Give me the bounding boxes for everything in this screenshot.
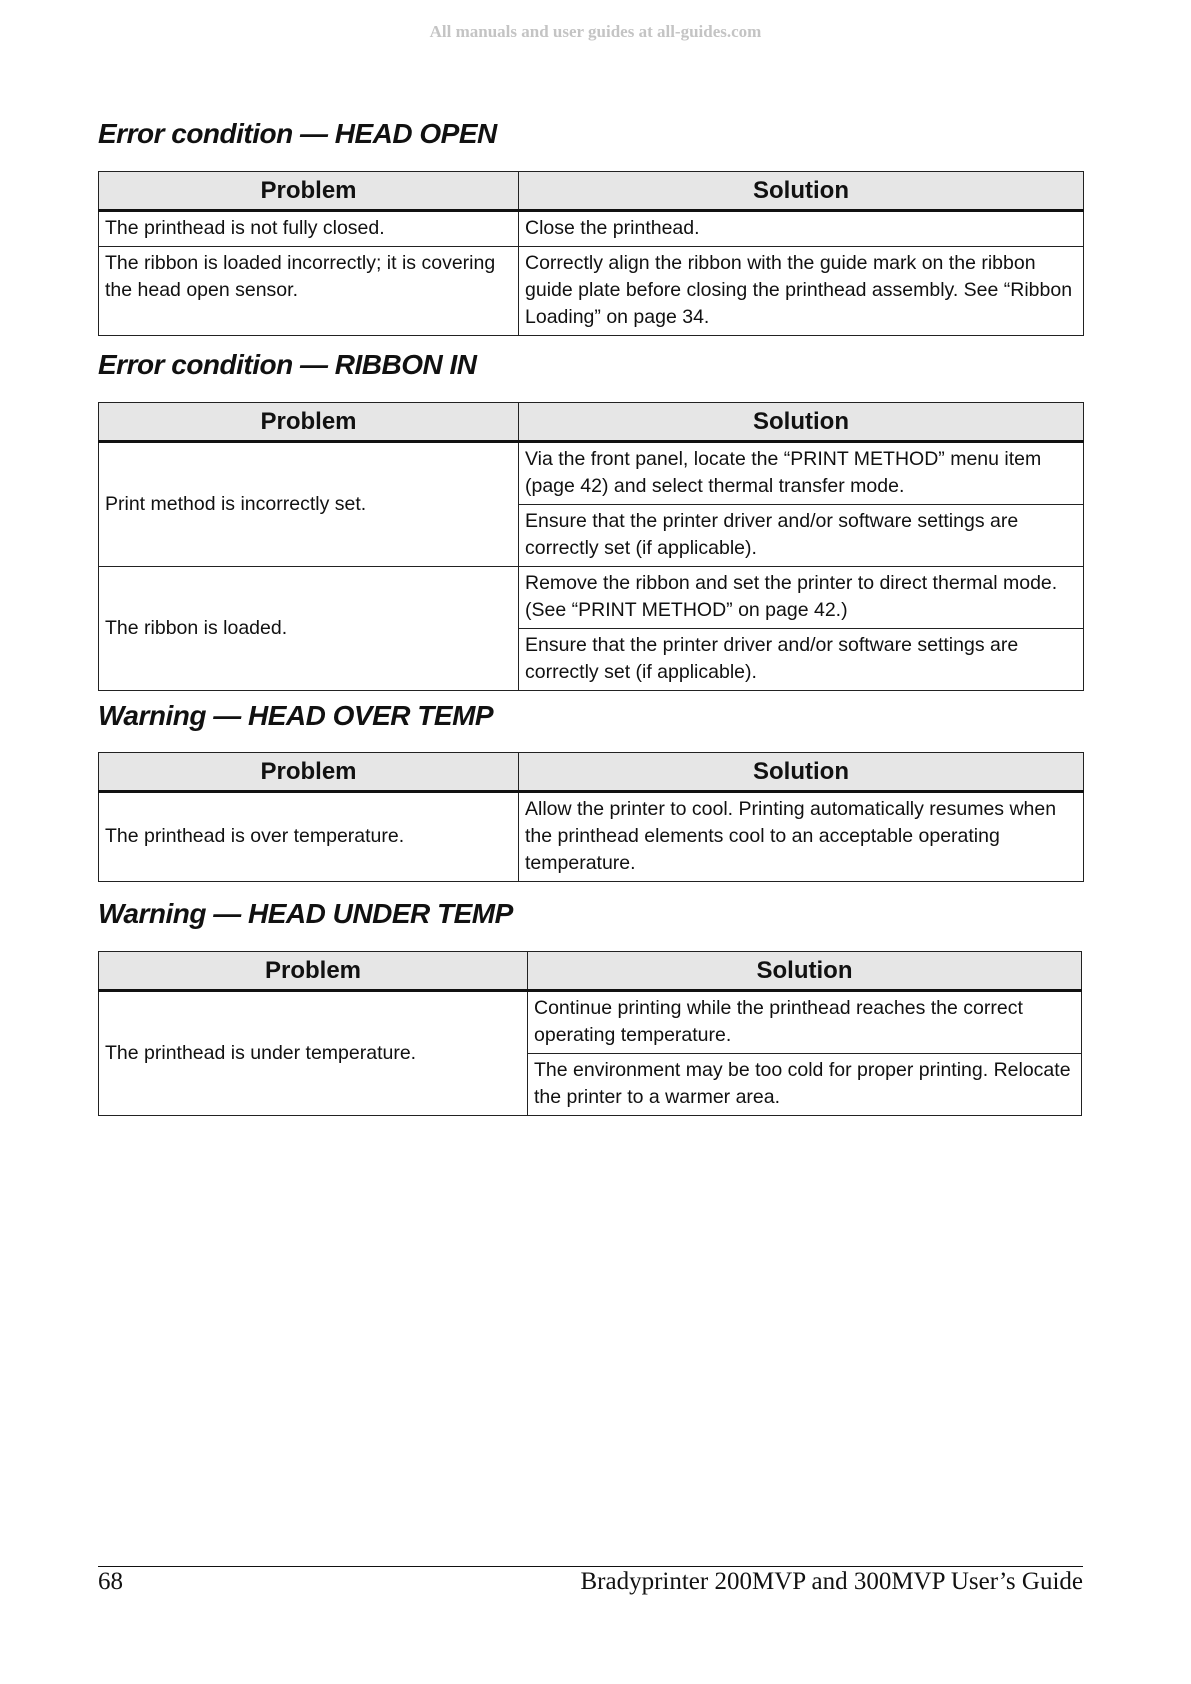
- table-row: [99, 567, 1084, 629]
- table-row: [99, 991, 1082, 1054]
- solution-header: Solution: [519, 172, 1084, 211]
- solution-cell: Ensure that the printer driver and/or software settings are correctly set (if applicable).: [519, 505, 1084, 567]
- solution-cell: Close the printhead.: [519, 211, 1084, 247]
- table-row: [99, 247, 1084, 336]
- head-under-temp-table: [98, 951, 1082, 1116]
- problem-header: Problem: [99, 952, 528, 991]
- problem-cell: Print method is incorrectly set.: [99, 442, 519, 567]
- guide-title: Bradyprinter 200MVP and 300MVP User’s Guide: [580, 1568, 1083, 1595]
- problem-cell: The printhead is not fully closed.: [99, 211, 519, 247]
- problem-header: Problem: [99, 172, 519, 211]
- head-over-temp-table: [98, 752, 1084, 882]
- solution-cell: The environment may be too cold for proper printing. Relocate the printer to a warmer area.: [528, 1054, 1082, 1116]
- ribbon-in-table: [98, 402, 1084, 691]
- problem-cell: The ribbon is loaded incorrectly; it is covering the head open sensor.: [99, 247, 519, 336]
- section-title-head-over-temp: Warning — HEAD OVER TEMP: [98, 700, 494, 731]
- problem-cell: The printhead is over temperature.: [99, 792, 519, 882]
- solution-header: Solution: [519, 403, 1084, 442]
- problem-cell: The ribbon is loaded.: [99, 567, 519, 691]
- solution-cell: Correctly align the ribbon with the guide mark on the ribbon guide plate before closing the printhead assembly. See “Ribbon Loading” on page 34.: [519, 247, 1084, 336]
- solution-cell: Allow the printer to cool. Printing automatically resumes when the printhead elements cool to an acceptable operating temperature.: [519, 792, 1084, 882]
- watermark: All manuals and user guides at all-guides.com: [429, 22, 762, 41]
- solution-cell: Via the front panel, locate the “PRINT METHOD” menu item (page 42) and select thermal transfer mode.: [519, 442, 1084, 505]
- table-row: [99, 792, 1084, 882]
- page-number: 68: [98, 1568, 123, 1595]
- section-title-head-under-temp: Warning — HEAD UNDER TEMP: [98, 898, 513, 929]
- problem-cell: The printhead is under temperature.: [99, 991, 528, 1116]
- table-row: [99, 211, 1084, 247]
- solution-header: Solution: [528, 952, 1082, 991]
- section-title-head-open: Error condition — HEAD OPEN: [98, 118, 497, 149]
- table-row: [99, 442, 1084, 505]
- section-title-ribbon-in: Error condition — RIBBON IN: [98, 349, 477, 380]
- problem-header: Problem: [99, 403, 519, 442]
- footer-rule: [98, 1566, 1083, 1567]
- solution-header: Solution: [519, 753, 1084, 792]
- solution-cell: Continue printing while the printhead reaches the correct operating temperature.: [528, 991, 1082, 1054]
- problem-header: Problem: [99, 753, 519, 792]
- solution-cell: Ensure that the printer driver and/or software settings are correctly set (if applicable).: [519, 629, 1084, 691]
- head-open-table: [98, 171, 1084, 336]
- solution-cell: Remove the ribbon and set the printer to direct thermal mode. (See “PRINT METHOD” on page 42.): [519, 567, 1084, 629]
